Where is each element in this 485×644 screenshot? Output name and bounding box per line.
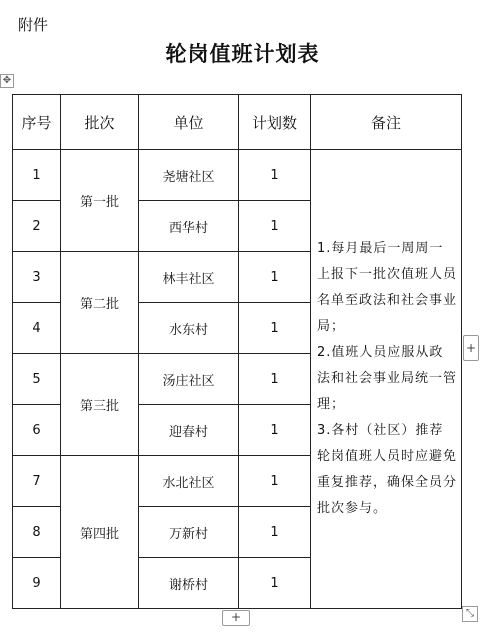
batch-cell[interactable]: 第二批: [61, 252, 139, 354]
notes-cell[interactable]: [311, 150, 462, 609]
unit-cell[interactable]: 迎春村: [139, 405, 239, 456]
unit-cell[interactable]: 尧塘社区: [139, 150, 239, 201]
note-item: 2.值班人员应服从政法和社会事业局统一管理；: [317, 345, 458, 412]
seq-cell[interactable]: 1: [13, 150, 61, 201]
count-cell[interactable]: 1: [239, 303, 311, 354]
table-header-row: [13, 95, 462, 150]
seq-cell[interactable]: 4: [13, 303, 61, 354]
header-seq[interactable]: 序号: [13, 95, 61, 150]
note-item: 1.每月最后一周周一上报下一批次值班人员名单至政法和社会事业局；: [317, 241, 458, 334]
unit-cell[interactable]: 西华村: [139, 201, 239, 252]
count-cell[interactable]: 1: [239, 150, 311, 201]
seq-cell[interactable]: 3: [13, 252, 61, 303]
duty-plan-table: [12, 94, 462, 609]
header-batch[interactable]: 批次: [61, 95, 139, 150]
count-cell[interactable]: 1: [239, 201, 311, 252]
seq-cell[interactable]: 5: [13, 354, 61, 405]
unit-cell[interactable]: 谢桥村: [139, 558, 239, 609]
count-cell[interactable]: 1: [239, 252, 311, 303]
seq-cell[interactable]: 9: [13, 558, 61, 609]
seq-cell[interactable]: 6: [13, 405, 61, 456]
seq-cell[interactable]: 8: [13, 507, 61, 558]
unit-cell[interactable]: 林丰社区: [139, 252, 239, 303]
add-column-button[interactable]: +: [463, 335, 479, 361]
table-move-handle-icon[interactable]: ✥: [0, 74, 14, 88]
table-resize-handle-icon[interactable]: ⤡: [462, 606, 478, 622]
note-item: 3.各村（社区）推荐轮岗值班人员时应避免重复推荐，确保全员分批次参与。: [317, 423, 458, 516]
seq-cell[interactable]: 2: [13, 201, 61, 252]
unit-cell[interactable]: 水东村: [139, 303, 239, 354]
table-row: [13, 150, 462, 201]
unit-cell[interactable]: 汤庄社区: [139, 354, 239, 405]
batch-cell[interactable]: 第三批: [61, 354, 139, 456]
header-count[interactable]: 计划数: [239, 95, 311, 150]
seq-cell[interactable]: 7: [13, 456, 61, 507]
count-cell[interactable]: 1: [239, 456, 311, 507]
count-cell[interactable]: 1: [239, 354, 311, 405]
header-note[interactable]: 备注: [311, 95, 462, 150]
unit-cell[interactable]: 万新村: [139, 507, 239, 558]
attachment-label: 附件: [18, 16, 49, 34]
count-cell[interactable]: 1: [239, 558, 311, 609]
count-cell[interactable]: 1: [239, 405, 311, 456]
unit-cell[interactable]: 水北社区: [139, 456, 239, 507]
batch-cell[interactable]: 第四批: [61, 456, 139, 609]
add-row-button[interactable]: +: [222, 610, 250, 626]
batch-cell[interactable]: 第一批: [61, 150, 139, 252]
count-cell[interactable]: 1: [239, 507, 311, 558]
document-title: 轮岗值班计划表: [165, 41, 320, 66]
header-unit[interactable]: 单位: [139, 95, 239, 150]
